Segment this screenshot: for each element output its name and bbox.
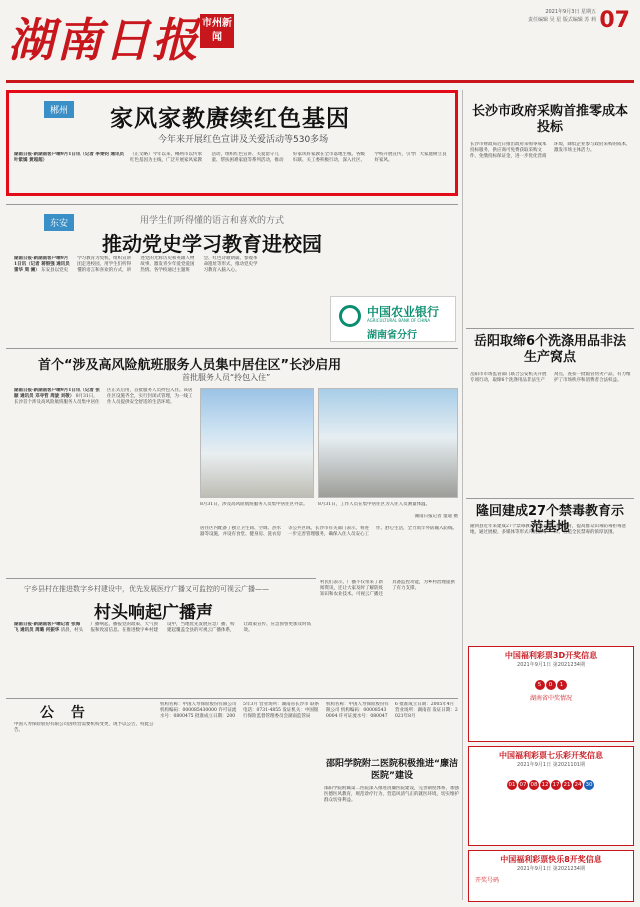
lottery-qlc-title: 中国福利彩票七乐彩开奖信息 <box>499 751 603 760</box>
lottery-ball: 24 <box>574 782 582 788</box>
station-headline: 首个“涉及高风险航班服务人员集中居住区”长沙启用 <box>38 358 342 373</box>
lead-headline: 家风家教赓续红色基因 <box>110 106 350 132</box>
lead-subhead: 今年来开展红色宣讲及关爱活动等530多场 <box>158 135 329 145</box>
lottery-kl8-issue: 2021年9月1日 第2021234期 <box>517 866 585 872</box>
lottery-3d-numbers <box>469 671 633 690</box>
station-body-2: 居住区内配备了独立卫生间、空调、热水器等设施，并设有食堂、健身房、洗衣房等公共区域。长沙市有关部门表示，将进一步完善管理服务，确保入住人员安心工作、舒心生活，全力筑牢外防输入防线。 <box>200 526 457 538</box>
dongan-kicker: 用学生们听得懂的语言和喜欢的方式 <box>140 216 285 226</box>
masthead-rule <box>6 80 634 83</box>
lottery-ball: 0 <box>546 680 556 690</box>
village-headline: 村头响起广播声 <box>94 603 213 623</box>
lottery-kl8-title: 中国福利彩票快乐8开奖信息 <box>500 855 602 864</box>
lottery-ball: 12 <box>541 782 549 788</box>
lead-body: （正文略）今年以来，郴州市以传承红色基因为主线，广泛开展家风家教活动，组织红色宣讲、关爱留守儿童、帮扶困难家庭等系列活动，推动好家风好家教在全市落地生根。各级妇联、关工委积极行动，深入社区、学校开展宣传，引导广大家庭树立良好家风。 <box>130 152 447 164</box>
lottery-kl8-label: 开奖号码 <box>475 877 500 884</box>
bank-logo-icon <box>339 305 361 327</box>
lottery-ball: 1 <box>557 680 567 690</box>
lottery-qlc-numbers <box>469 771 633 790</box>
dongan-region-tag: 东安 <box>44 214 74 231</box>
notice-list-2: 机构名称：中国人寿保险股份有限公司 机构编码：000085430004 许可证流水号：0800476 批准成立日期：2005年4月 营业场所：湖南省 发证日期：2021年8月 <box>326 702 458 720</box>
lottery-3d-prov: 湖南省中奖情况 <box>529 695 572 702</box>
masthead-meta: 2021年9月3日 星期五 责任编辑 吴 星 版式编辑 苏 莉 <box>528 9 596 23</box>
right-body-3: 隆回县近年来建成27个禁毒教育示范基地，通过展板、多媒体等形式开展禁毒宣传教育，提高群众识毒防毒拒毒意识，营造全民禁毒的浓厚氛围。 <box>470 524 626 536</box>
lottery-special-ball: 30 <box>585 782 593 788</box>
lottery-ball: 08 <box>530 782 538 788</box>
right-body-4: 邵阳学院附属第二医院深入推进清廉医院建设，完善制度体系，加强医德医风教育，规范诊疗行为，营造风清气正的就医环境，切实维护群众切身利益。 <box>324 786 459 804</box>
bank-ad <box>330 296 456 342</box>
station-subhead: 首批服务人员“拎包入住” <box>182 373 271 382</box>
notice-title: 公 告 <box>40 705 91 721</box>
lottery-ball: 17 <box>552 782 560 788</box>
lottery-ball: 21 <box>563 782 571 788</box>
lead-dateline: 湖南日报·新湖南客户端9月1日讯（记者 李秉钧 通讯员 叶紫嫣 黄超超） <box>14 152 124 164</box>
bank-name: 中国农业银行 <box>367 305 440 319</box>
lottery-ball: 5 <box>535 680 545 690</box>
lottery-3d-title: 中国福利彩票3D开奖信息 <box>504 651 598 660</box>
village-body-2: 村民们表示，广播不仅带来了新闻资讯，还让大家及时了解防疫知识和农业技术。可视云广播还具备监控功能，为乡村治理提供了有力支撑。 <box>320 580 455 598</box>
notice-list: 机构名称：中国人寿保险股份有限公司 机构编码：000085430000 许可证流水号：0800475 批准成立日期：2005年3月 营业场所：湖南省长沙市 联系电话：0731-4855 发证机关：中国银行保险监督管理委员会湖南监管局 <box>160 702 320 720</box>
lottery-qlc <box>468 746 634 846</box>
lottery-kl8 <box>468 850 634 902</box>
section-tag: 市州新闻 <box>200 14 234 48</box>
lottery-3d-issue: 2021年9月1日 第2021234期 <box>517 662 585 668</box>
right-headline-4: 邵阳学院附二医院积极推进“廉洁医院”建设 <box>326 759 458 781</box>
station-credit: 湖南日报记者 童迪 摄 <box>414 514 458 519</box>
page-number: 07 <box>599 8 630 33</box>
station-photo-1 <box>200 388 314 498</box>
station-caption-1: 8月31日，涉及高风险航班服务人员集中居住区外景。 <box>200 502 308 507</box>
right-body-1: 长沙市财政局近日推出政府采购零成本投标服务，供应商可免费获取采购文件、免缴投标保证金，进一步优化营商环境，降低企业参与政府采购的成本，激发市场主体活力。 <box>470 142 631 160</box>
bank-branch: 湖南省分行 <box>367 330 417 341</box>
station-caption-2: 8月31日，工作人员在集中居住区为入住人员测量体温。 <box>318 502 431 507</box>
lottery-ball: 07 <box>519 782 527 788</box>
dongan-headline: 推动党史学习教育进校园 <box>102 232 322 256</box>
lottery-3d <box>468 646 634 742</box>
station-photo-2 <box>318 388 458 498</box>
bank-name-en: AGRICULTURAL BANK OF CHINA <box>367 318 431 323</box>
right-body-2: 岳阳市市场监管部门联合公安机关开展专项行动，取缔6个洗涤用品非法生产窝点，查扣一批假冒伪劣产品，有力维护了市场秩序和消费者合法权益。 <box>470 372 631 384</box>
lead-region-tag: 郴州 <box>44 101 74 118</box>
right-headline-2: 岳阳取缔6个洗涤用品非法生产窝点 <box>473 334 627 365</box>
dongan-body: 湖南日报·新湖南客户端9月1日讯（记者 蒋银强 通讯员 雷华 周 澜） 东安县以党史学习教育为契机，组织宣讲团走进校园，用学生们听得懂的语言和喜欢的方式，讲述党的光辉历史和英雄人物故事，激发青少年爱党爱国热情。各学校通过主题班会、红色诗歌朗诵、参观革命遗址等形式，推动党史学习教育入脑入心。 <box>14 256 258 274</box>
lottery-qlc-issue: 2021年9月1日 第2021101期 <box>517 762 585 768</box>
notice-body: 中国人寿保险股份有限公司因经营需要机构变更，现予以公告，特此公告。 <box>14 722 154 734</box>
right-headline-3: 隆回建成27个禁毒教育示范基地 <box>475 504 625 535</box>
station-body: 湖南日报·新湖南客户端9月1日讯（记者 张 颐 通讯员 邓寻哲 周旋 刘敬） 8月31日，长沙首个涉及高风险航班服务人员集中居住区正式启用，首批服务人员拎包入住。该居住区设施齐全，实行封闭式管理，为一线工作人员提供安全舒适的生活环境。 <box>14 388 193 406</box>
village-kicker: 宁乡县村在推进数字乡村建设中，优先发展医疗广播又可监控的可视云广播—— <box>24 585 269 593</box>
lottery-ball: 01 <box>508 782 516 788</box>
masthead-title: 湖南日报 <box>8 13 200 67</box>
right-headline-1: 长沙市政府采购首推零成本投标 <box>471 104 628 135</box>
village-body: 湖南日报·新湖南客户端记者 张海飞 通讯员 周璐 何振华 清晨，村头广播响起，播报党的政策、天气预报和致富信息。在推进数字乡村建设中，当地优先发展应急广播，构建起覆盖全县的可视云广播体系，让政策宣传、应急预警更加及时高效。 <box>14 622 311 634</box>
